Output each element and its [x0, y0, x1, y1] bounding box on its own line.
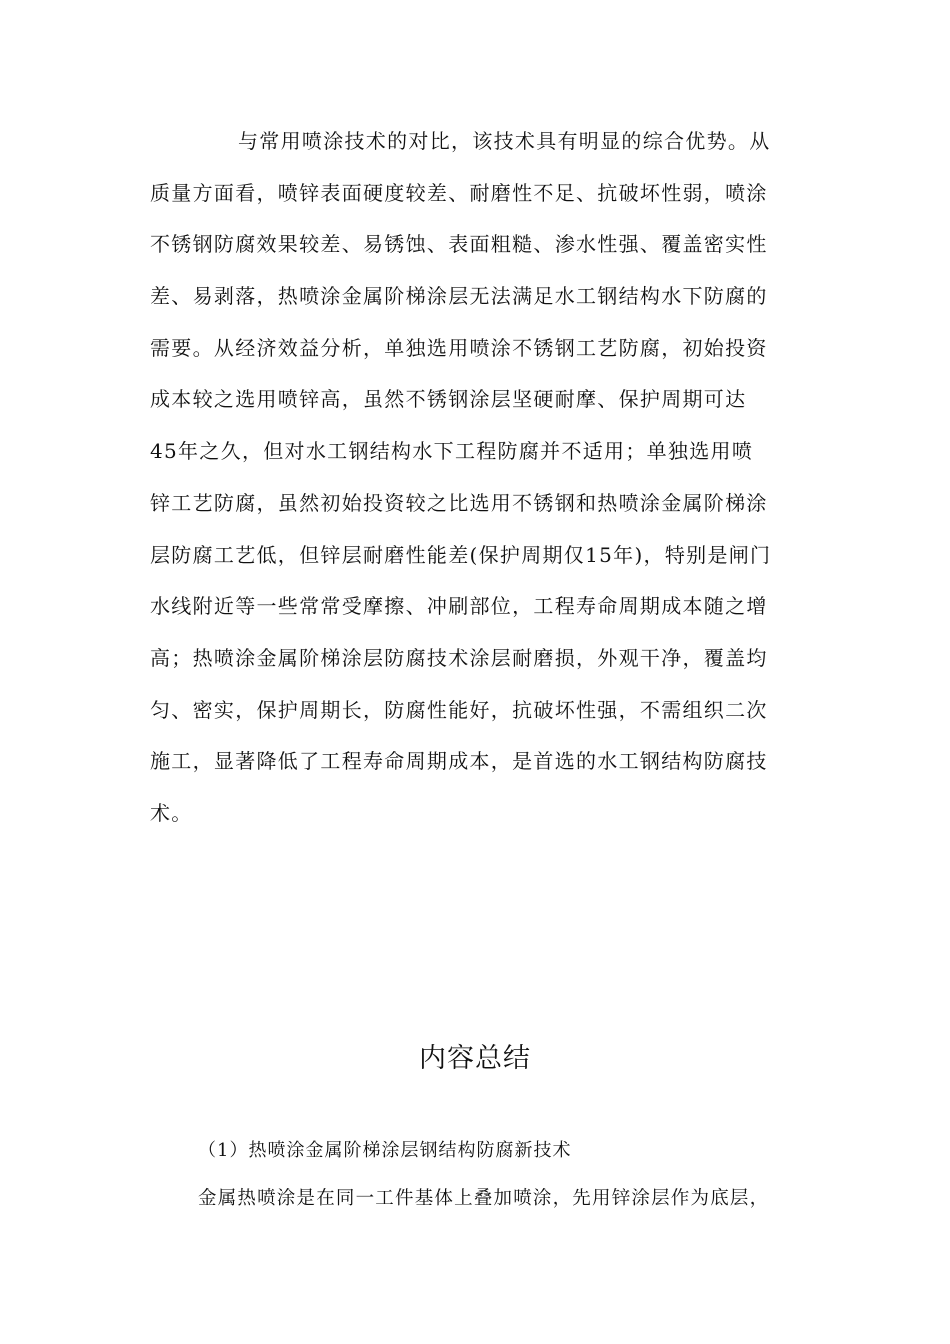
- summary-heading: （1）热喷涂金属阶梯涂层钢结构防腐新技术: [198, 1140, 572, 1161]
- paragraph-line: 需要。从经济效益分析，单独选用喷涂不锈钢工艺防腐，初始投资: [150, 335, 768, 360]
- paragraph-line: 层防腐工艺低，但锌层耐磨性能差(保护周期仅15年)，特别是闸门: [150, 542, 772, 567]
- comparison-paragraph: [150, 122, 800, 846]
- summary-title: 内容总结: [419, 1043, 531, 1074]
- paragraph-line: 不锈钢防腐效果较差、易锈蚀、表面粗糙、渗水性强、覆盖密实性: [150, 232, 768, 257]
- paragraph-line: 成本较之选用喷锌高，虽然不锈钢涂层坚硬耐摩、保护周期可达: [150, 387, 747, 412]
- summary-text: 金属热喷涂是在同一工件基体上叠加喷涂，先用锌涂层作为底层，: [198, 1188, 770, 1209]
- paragraph-line: 高；热喷涂金属阶梯涂层防腐技术涂层耐磨损，外观干净，覆盖均: [150, 645, 768, 670]
- paragraph-line: 锌工艺防腐，虽然初始投资较之比选用不锈钢和热喷涂金属阶梯涂: [150, 490, 768, 515]
- paragraph-line: 与常用喷涂技术的对比，该技术具有明显的综合优势。从: [238, 129, 771, 153]
- paragraph-line: 施工，显著降低了工程寿命周期成本，是首选的水工钢结构防腐技: [150, 749, 768, 774]
- paragraph-line: 差、易剥落，热喷涂金属阶梯涂层无法满足水工钢结构水下防腐的: [150, 284, 768, 309]
- paragraph-line: 术。: [150, 800, 193, 825]
- paragraph-line: 质量方面看，喷锌表面硬度较差、耐磨性不足、抗破坏性弱，喷涂: [150, 180, 768, 205]
- paragraph-line: 匀、密实，保护周期长，防腐性能好，抗破坏性强，不需组织二次: [150, 697, 768, 722]
- paragraph-line: 45年之久，但对水工钢结构水下工程防腐并不适用；单独选用喷: [150, 439, 754, 464]
- paragraph-line: 水线附近等一些常常受摩擦、冲刷部位，工程寿命周期成本随之增: [150, 594, 768, 619]
